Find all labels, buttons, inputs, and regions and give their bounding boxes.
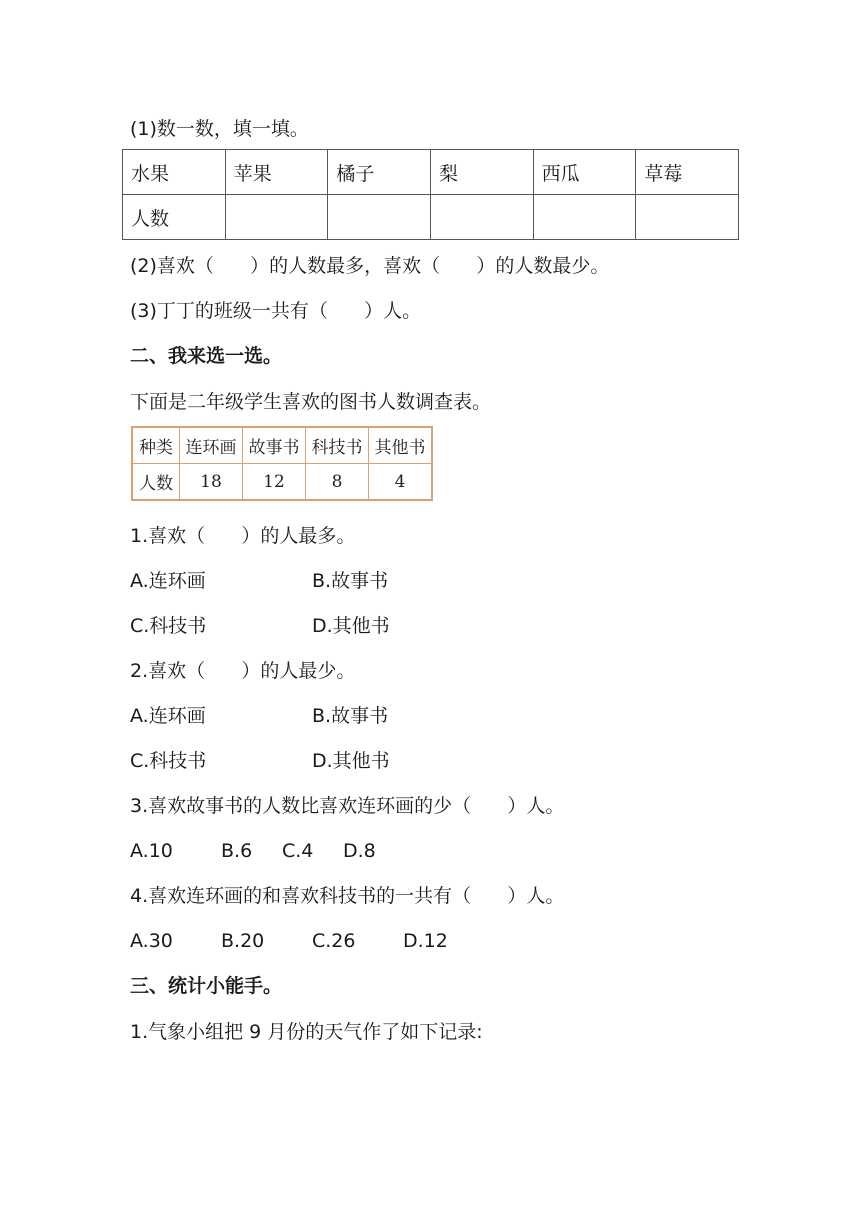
table-row bbox=[123, 195, 739, 240]
option-c[interactable]: C.4 bbox=[282, 840, 314, 862]
empty-answer-cell[interactable] bbox=[533, 195, 636, 240]
option-d[interactable]: D.12 bbox=[403, 930, 448, 952]
table-cell: 4 bbox=[369, 464, 432, 500]
option-a[interactable]: A.30 bbox=[130, 930, 173, 952]
question-2-text: (2)喜欢（ ）的人数最多，喜欢（ ）的人数最少。 bbox=[130, 255, 610, 277]
option-a[interactable]: A.连环画 bbox=[130, 705, 206, 727]
option-a[interactable]: A.连环画 bbox=[130, 570, 206, 592]
table-cell: 12 bbox=[243, 464, 306, 500]
table-cell: 连环画 bbox=[180, 428, 243, 464]
table-cell: 18 bbox=[180, 464, 243, 500]
book-survey-table bbox=[131, 426, 433, 501]
fruit-count-table bbox=[122, 149, 739, 240]
table-row bbox=[133, 428, 431, 464]
mc-question-4: 4.喜欢连环画的和喜欢科技书的一共有（ ）人。 bbox=[130, 885, 565, 907]
option-c[interactable]: C.26 bbox=[312, 930, 356, 952]
section-2-heading: 二、我来选一选。 bbox=[130, 345, 283, 367]
table-cell: 苹果 bbox=[225, 150, 328, 195]
option-d[interactable]: D.其他书 bbox=[312, 615, 390, 637]
question-3-text: (3)丁丁的班级一共有（ ）人。 bbox=[130, 300, 422, 322]
table-cell: 种类 bbox=[133, 428, 180, 464]
question-1-title: (1)数一数，填一填。 bbox=[130, 118, 309, 140]
option-b[interactable]: B.6 bbox=[221, 840, 253, 862]
table-row bbox=[133, 464, 431, 500]
option-a[interactable]: A.10 bbox=[130, 840, 173, 862]
table-cell: 8 bbox=[306, 464, 369, 500]
table-cell: 科技书 bbox=[306, 428, 369, 464]
table-cell: 水果 bbox=[123, 150, 226, 195]
option-d[interactable]: D.8 bbox=[343, 840, 376, 862]
section-2-intro: 下面是二年级学生喜欢的图书人数调查表。 bbox=[130, 391, 492, 413]
option-c[interactable]: C.科技书 bbox=[130, 615, 207, 637]
section-3-question-1: 1.气象小组把 9 月份的天气作了如下记录: bbox=[130, 1021, 483, 1043]
table-cell: 人数 bbox=[133, 464, 180, 500]
option-b[interactable]: B.故事书 bbox=[312, 570, 389, 592]
table-cell: 其他书 bbox=[369, 428, 432, 464]
table-cell: 橘子 bbox=[328, 150, 431, 195]
table-row bbox=[123, 150, 739, 195]
empty-answer-cell[interactable] bbox=[328, 195, 431, 240]
empty-answer-cell[interactable] bbox=[225, 195, 328, 240]
mc-question-2: 2.喜欢（ ）的人最少。 bbox=[130, 660, 356, 682]
table-cell: 梨 bbox=[430, 150, 533, 195]
table-cell: 西瓜 bbox=[533, 150, 636, 195]
table-cell: 故事书 bbox=[243, 428, 306, 464]
option-d[interactable]: D.其他书 bbox=[312, 750, 390, 772]
table-cell: 草莓 bbox=[636, 150, 739, 195]
mc-question-1: 1.喜欢（ ）的人最多。 bbox=[130, 525, 356, 547]
option-c[interactable]: C.科技书 bbox=[130, 750, 207, 772]
option-b[interactable]: B.故事书 bbox=[312, 705, 389, 727]
section-3-heading: 三、统计小能手。 bbox=[130, 975, 283, 997]
mc-question-3: 3.喜欢故事书的人数比喜欢连环画的少（ ）人。 bbox=[130, 795, 565, 817]
option-b[interactable]: B.20 bbox=[221, 930, 265, 952]
empty-answer-cell[interactable] bbox=[430, 195, 533, 240]
empty-answer-cell[interactable] bbox=[636, 195, 739, 240]
table-cell: 人数 bbox=[123, 195, 226, 240]
